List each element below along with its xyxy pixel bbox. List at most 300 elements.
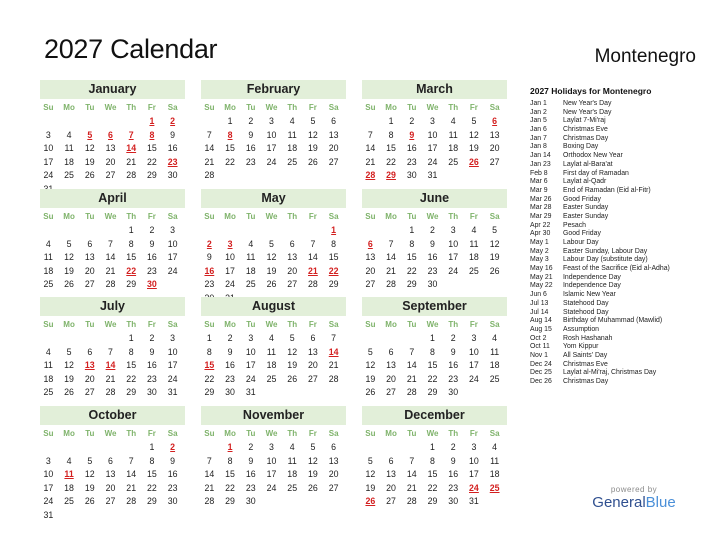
week-row [201,346,346,360]
day-cell [284,224,305,238]
day-cell: 27 [84,387,95,398]
weekday-label: Mo [224,429,236,438]
week-row [201,332,346,346]
holiday-day-cell: 11 [64,469,74,480]
day-cell: 27 [287,279,298,290]
day-cell: 24 [167,373,178,384]
day-cell: 17 [469,469,479,480]
week-row [201,441,346,455]
holiday-name: New Year's Day [563,100,612,107]
day-cell: 10 [225,252,235,263]
weekday-label: Mo [385,103,397,112]
weekday-label: Su [204,103,215,112]
day-cell [445,278,466,292]
day-cell: 7 [128,455,134,466]
day-cell: 29 [126,279,137,290]
month-name: June [362,189,507,208]
day-cell: 19 [64,373,74,384]
day-cell: 16 [225,360,235,371]
holiday-name: Yom Kippur [563,343,599,351]
week-row [201,224,346,238]
holiday-name: Birthday of Muhammad (Mawlid) [563,317,663,325]
day-cell [362,332,383,346]
day-cell: 7 [331,333,337,343]
weekday-label: Su [43,212,54,221]
day-cell: 25 [43,387,54,398]
weekday-label: Fr [469,429,478,438]
month-name: January [40,80,185,99]
week-row [201,373,346,387]
day-cell [403,441,424,455]
day-cell: 26 [489,265,500,276]
holiday-date: May 3 [530,256,549,264]
footer-logo [584,485,684,511]
day-cell: 23 [245,482,256,493]
holiday-item [530,152,706,161]
day-cell: 27 [489,156,500,167]
weekday-header [40,210,185,224]
day-cell: 13 [328,129,339,140]
day-cell: 2 [409,116,415,126]
holiday-date: Jan 2 [530,108,547,116]
week-row [40,169,185,183]
day-cell [466,386,487,400]
holiday-day-cell: 1 [331,225,337,235]
holiday-name: Statehood Day [563,299,609,307]
week-row [40,386,185,400]
week-row [201,482,346,496]
day-cell [263,224,284,238]
week-row [201,359,346,373]
day-cell: 28 [105,387,116,398]
day-cell: 22 [126,373,137,384]
day-cell: 9 [450,346,456,357]
holiday-name: Easter Sunday, Labour Day [563,247,648,255]
day-cell: 8 [430,455,435,466]
week-row [201,455,346,469]
day-cell: 3 [269,442,274,452]
holiday-date: Aug 14 [530,317,552,325]
holiday-name: Islamic New Year [563,291,616,299]
day-cell: 31 [245,387,256,398]
day-cell: 9 [170,455,176,466]
month-december [362,406,507,509]
weekday-header [201,427,346,441]
day-cell: 22 [406,265,417,276]
weekday-label: Sa [328,212,339,221]
holiday-date: Mar 29 [530,212,552,220]
day-cell: 15 [126,360,137,371]
weekday-label: Su [365,429,376,438]
holiday-name: Laylat al-Qadr [563,178,607,186]
holiday-day-cell: 14 [126,143,137,154]
week-row [40,495,185,509]
week-row [362,373,507,387]
day-cell: 12 [84,469,95,480]
day-cell: 15 [427,360,438,371]
day-cell: 28 [126,170,137,181]
holiday-day-cell: 5 [87,129,93,140]
brand-blue: Blue [645,494,676,511]
day-cell: 10 [266,455,277,466]
week-row [40,156,185,170]
week-row [201,251,346,265]
day-cell: 29 [406,279,417,290]
day-cell: 6 [331,442,337,452]
holiday-date: Jul 13 [530,299,549,307]
day-cell: 11 [287,129,297,140]
day-cell [263,169,284,183]
week-row [40,115,185,129]
weekday-label: We [426,429,439,438]
week-row [362,129,507,143]
holiday-name: Laylat 7-Mi'raj [563,117,606,125]
day-cell: 13 [365,252,376,263]
weekday-label: Tu [85,320,95,329]
month-march [362,80,507,183]
day-cell: 20 [105,482,116,493]
day-cell: 14 [386,252,396,263]
day-cell: 23 [147,373,157,384]
day-cell: 3 [430,116,435,126]
day-cell: 29 [427,496,438,507]
weekday-label: Th [448,429,459,438]
holiday-day-cell: 16 [204,265,215,276]
day-cell: 26 [308,156,318,167]
day-cell: 8 [206,346,212,357]
day-cell [242,169,263,183]
weekday-label: Tu [407,212,417,221]
holiday-day-cell: 8 [149,129,155,140]
holiday-item [530,274,706,283]
day-cell [305,386,326,400]
weekday-header [362,318,507,332]
week-row [201,495,346,509]
day-cell: 8 [331,238,337,249]
holiday-date: May 2 [530,247,549,255]
day-cell: 11 [246,252,256,263]
day-cell: 12 [365,360,376,371]
holiday-name: Christmas Day [563,378,609,385]
day-cell [123,115,144,129]
day-cell: 29 [204,387,215,398]
day-cell: 14 [308,252,318,263]
day-cell: 16 [406,143,417,154]
holiday-name: Statehood Day [563,308,609,316]
weekday-label: Su [43,320,54,329]
day-cell: 6 [331,116,337,126]
weekday-label: Tu [85,429,95,438]
day-cell: 14 [406,469,417,480]
day-cell: 6 [108,455,113,466]
weekday-label: Su [204,320,215,329]
day-cell: 10 [469,346,479,357]
holiday-day-cell: 3 [227,238,233,249]
day-cell: 31 [427,170,438,181]
day-cell: 4 [492,333,498,343]
day-cell: 15 [406,252,417,263]
weekday-label: Tu [246,429,256,438]
day-cell [486,278,507,292]
weekday-label: Fr [147,429,156,438]
holiday-date: Mar 28 [530,204,552,212]
brand-general: General [592,494,646,511]
holiday-date: Dec 25 [530,369,552,377]
week-row [362,359,507,373]
day-cell [81,441,102,455]
day-cell: 27 [386,387,396,398]
day-cell [242,224,263,238]
holiday-name: Christmas Eve [563,360,608,368]
weekday-label: Sa [489,429,500,438]
day-cell: 28 [126,496,137,507]
month-name: July [40,297,185,316]
day-cell: 3 [170,225,176,235]
holiday-date: Jan 1 [530,100,547,107]
day-cell: 24 [245,373,256,384]
day-cell [263,386,284,400]
day-cell: 8 [128,238,134,249]
weekday-label: Sa [489,212,500,221]
weekday-label: We [265,320,278,329]
holiday-day-cell: 14 [328,346,339,357]
weekday-label: Su [43,429,54,438]
day-cell: 21 [365,156,376,167]
day-cell: 15 [386,143,396,154]
holiday-name: Good Friday [563,230,601,238]
day-cell [284,169,305,183]
day-cell: 3 [45,129,51,140]
day-cell: 12 [469,129,479,140]
holiday-name: Pesach [563,221,586,229]
day-cell: 6 [87,238,93,249]
day-cell: 13 [105,143,116,154]
weekday-label: Su [365,320,376,329]
day-cell: 9 [170,129,176,140]
day-cell: 4 [471,225,477,235]
day-cell [222,169,243,183]
day-cell: 13 [386,469,396,480]
day-cell: 2 [450,442,456,452]
day-cell [305,169,326,183]
month-january [40,80,185,197]
day-cell [486,169,507,183]
day-cell [383,224,404,238]
month-name: April [40,189,185,208]
holiday-day-cell: 26 [365,496,376,507]
day-cell [81,224,102,238]
weekday-label: We [104,320,117,329]
day-cell: 1 [388,116,394,126]
day-cell: 21 [204,156,215,167]
holiday-date: Jun 6 [530,291,547,299]
holiday-item [530,135,706,144]
month-april [40,189,185,292]
day-cell: 19 [308,143,318,154]
day-cell: 17 [167,360,178,371]
day-cell: 5 [289,333,295,343]
holiday-date: Nov 1 [530,351,549,359]
month-name: November [201,406,346,425]
day-cell: 21 [126,156,137,167]
day-cell: 18 [448,143,459,154]
week-row [362,251,507,265]
holiday-day-cell: 15 [204,360,215,371]
holiday-name: Labour Day [563,239,599,246]
day-cell: 18 [489,360,500,371]
day-cell: 3 [269,116,274,126]
weekday-label: Tu [85,103,95,112]
day-cell [81,332,102,346]
week-row [40,142,185,156]
holiday-item [530,300,706,309]
holiday-item [530,100,706,109]
week-row [362,346,507,360]
week-row [201,169,346,183]
day-cell: 18 [489,469,500,480]
day-cell: 19 [489,252,500,263]
week-row [201,129,346,143]
day-cell: 17 [266,143,277,154]
day-cell: 25 [489,373,500,384]
holiday-name: Christmas Eve [563,126,608,134]
day-cell: 15 [147,143,157,154]
day-cell: 14 [204,143,215,154]
weekday-label: Th [287,320,298,329]
day-cell: 3 [450,225,456,235]
day-cell: 30 [167,496,178,507]
day-cell [81,509,102,523]
day-cell: 22 [386,156,396,167]
day-cell: 1 [430,442,435,452]
day-cell [284,386,305,400]
holiday-item [530,170,706,179]
day-cell: 18 [43,265,54,276]
day-cell: 12 [489,238,500,249]
day-cell: 7 [388,238,394,249]
day-cell: 19 [84,156,95,167]
week-row [201,278,346,292]
weekday-label: We [104,103,117,112]
weekday-label: Th [448,103,459,112]
holiday-date: Jan 23 [530,160,551,168]
weekday-label: Fr [147,212,156,221]
day-cell: 4 [45,346,51,357]
holiday-item [530,204,706,213]
holiday-day-cell: 6 [367,238,373,249]
holiday-day-cell: 1 [227,442,233,452]
holiday-item [530,230,706,239]
day-cell [102,115,123,129]
holiday-name: Orthodox New Year [563,152,623,160]
day-cell: 23 [204,279,215,290]
day-cell: 26 [64,387,74,398]
weekday-label: Mo [63,429,75,438]
day-cell: 19 [287,360,298,371]
day-cell: 20 [84,373,95,384]
day-cell: 2 [430,225,435,235]
month-name: March [362,80,507,99]
day-cell: 12 [266,252,277,263]
day-cell: 19 [308,469,318,480]
day-cell: 25 [266,373,277,384]
month-october [40,406,185,523]
day-cell: 13 [489,129,500,140]
day-cell: 21 [406,482,417,493]
day-cell: 24 [427,156,438,167]
day-cell: 24 [167,265,178,276]
holiday-day-cell: 6 [492,116,498,126]
holiday-list [530,100,706,387]
day-cell: 28 [204,496,215,507]
day-cell: 17 [43,482,54,493]
holiday-date: May 1 [530,239,549,246]
holiday-day-cell: 25 [489,482,500,493]
holiday-name: Feast of the Sacrifice (Eid al-Adha) [563,265,670,273]
day-cell: 19 [64,265,74,276]
week-row [362,265,507,279]
holiday-date: Dec 24 [530,360,552,368]
holiday-date: May 22 [530,282,553,290]
day-cell: 24 [448,265,459,276]
weekday-label: We [426,103,439,112]
holiday-panel-title: 2027 Holidays for Montenegro [530,86,652,96]
holiday-item [530,343,706,352]
day-cell: 5 [367,346,373,357]
day-cell: 1 [128,333,134,343]
day-cell: 20 [489,143,500,154]
day-cell [486,495,507,509]
week-row [362,495,507,509]
holiday-day-cell: 1 [149,116,155,126]
day-cell: 7 [206,455,212,466]
day-cell: 15 [147,469,157,480]
day-cell: 30 [147,387,157,398]
day-cell: 23 [406,156,417,167]
week-row [362,278,507,292]
day-cell: 23 [147,265,157,276]
weekday-label: Th [126,103,137,112]
day-cell: 15 [328,252,339,263]
day-cell: 25 [287,482,298,493]
week-row [40,359,185,373]
holiday-day-cell: 6 [108,129,113,140]
day-cell: 16 [427,252,438,263]
holiday-name: Independence Day [563,282,621,290]
day-cell [362,441,383,455]
holiday-date: May 21 [530,273,553,281]
week-row [362,224,507,238]
day-cell: 25 [287,156,298,167]
weekday-label: Th [126,429,137,438]
week-row [362,441,507,455]
week-row [362,169,507,183]
day-cell: 8 [149,455,155,466]
holiday-day-cell: 30 [147,279,157,290]
day-cell: 4 [269,333,274,343]
holiday-item [530,265,706,274]
weekday-label: Fr [308,429,317,438]
day-cell: 2 [149,225,155,235]
day-cell [40,224,61,238]
day-cell [102,441,123,455]
day-cell: 18 [469,252,479,263]
day-cell: 22 [204,373,215,384]
holiday-item [530,161,706,170]
weekday-header [362,101,507,115]
day-cell: 17 [43,156,54,167]
day-cell: 28 [105,279,116,290]
